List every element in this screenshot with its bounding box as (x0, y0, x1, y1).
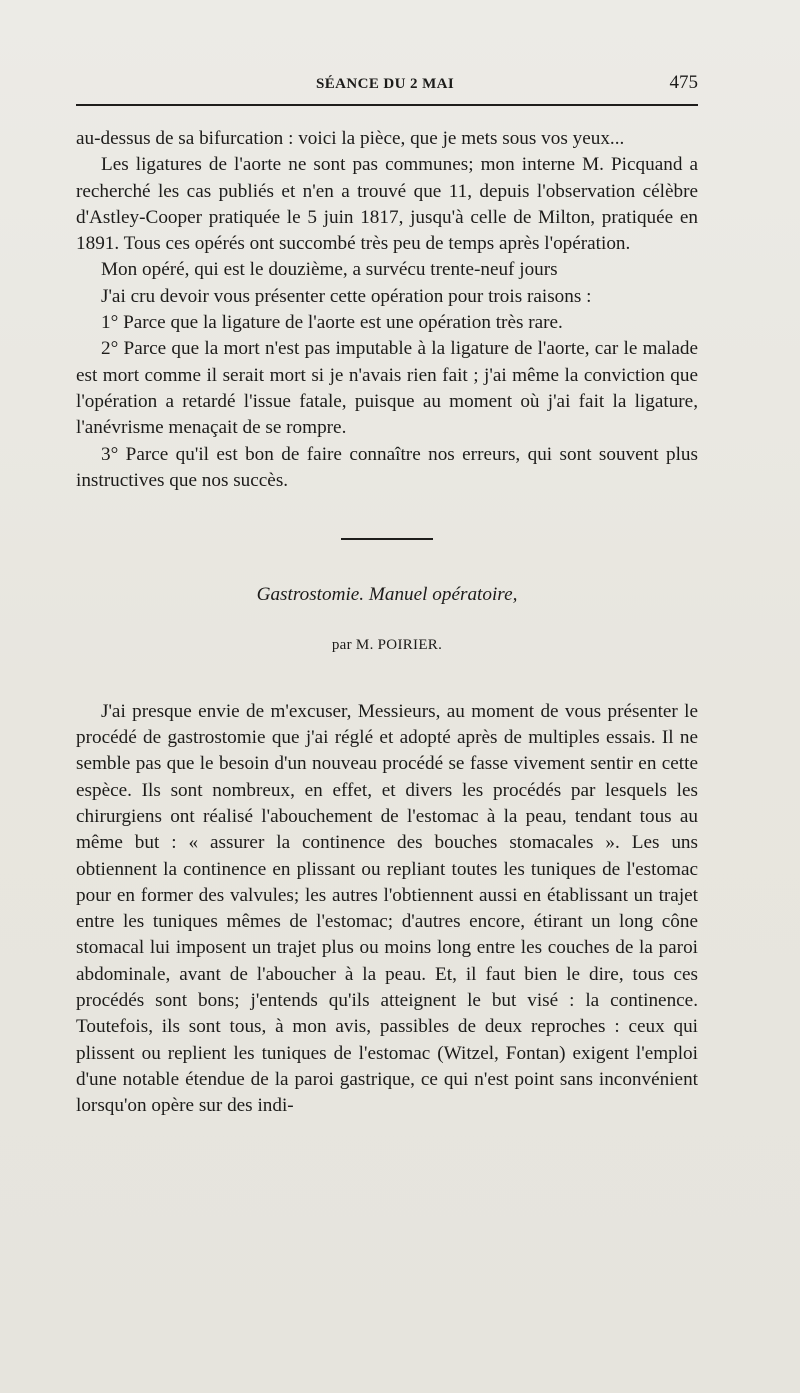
paragraph-three-reasons: J'ai cru devoir vous présenter cette opération pour trois raisons : (101, 285, 592, 307)
page-number: 475 (669, 72, 698, 93)
page-content (76, 126, 698, 1120)
paragraph-ligatures: Les ligatures de l'aorte ne sont pas communes; mon interne M. Picquand a recherché les cas publiés et n'en a trouvé que 11, depuis l'observation célèbre d'Astley-Cooper pratiquée le 5 juin 1817, jusqu'à celle de Milton, pratiquée en 1891. Tous ces opérés ont succombé très peu de temps après l'opération. (76, 154, 698, 255)
paragraph-survival: Mon opéré, qui est le douzième, a survécu trente-neuf jours (101, 259, 558, 281)
paragraph-continuation: au-dessus de sa bifurcation : voici la pièce, que je mets sous vos yeux... (76, 128, 625, 149)
page-header (76, 70, 698, 100)
paragraph-reason-1: 1° Parce que la ligature de l'aorte est une opération très rare. (101, 312, 563, 334)
article-paragraph: J'ai presque envie de m'excuser, Messieurs, au moment de vous présenter le procédé de gastrostomie que j'ai réglé et adopté après de multiples essais. Il ne semble pas que le besoin d'un nouveau procédé se fasse vivement sentir en cette espèce. Ils sont nombreux, en effet, et divers les procédés par lesquels les chirurgiens ont réalisé l'abouchement de l'estomac à la peau, tendant tous au même but : « assurer la continence des bouches stomacales ». Les uns obtiennent la continence en plissant ou repliant toutes les tuniques de l'estomac pour en former des valvules; les autres l'obtiennent aussi en établissant un trajet entre les tuniques mêmes de l'estomac; d'autres encore, étirant un long cône stomacal lui imposent un trajet plus ou moins long entre les couches de la paroi abdominale, avant de l'aboucher à la peau. Et, il faut bien le dire, tous ces procédés sont bons; j'entends qu'ils atteignent le but visé : la continence. Toutefois, ils sont tous, à mon avis, passibles de deux reproches : ceux qui plissent ou replient les tuniques de l'estomac (Witzel, Fontan) exigent l'emploi d'une notable étendue de la paroi gastrique, ce qui n'est point sans inconvénient lorsqu'on opère sur des indi- (76, 700, 698, 1117)
article-body (76, 699, 698, 1120)
article-title: Gastrostomie. Manuel opératoire, (256, 584, 518, 606)
running-head: SÉANCE DU 2 MAI (316, 76, 455, 92)
article-byline: par M. POIRIER. (331, 637, 443, 654)
paragraph-reason-3: 3° Parce qu'il est bon de faire connaître nos erreurs, qui sont souvent plus instructives que nos succès. (76, 443, 698, 491)
paragraph-reason-2: 2° Parce que la mort n'est pas imputable à la ligature de l'aorte, car le malade est mort comme il serait mort si je n'avais rien fait ; j'ai même la conviction que l'opération a retardé l'issue fatale, puisque au moment où j'ai fait la ligature, l'anévrisme menaçait de se rompre. (76, 338, 698, 439)
section-divider (341, 538, 433, 540)
header-rule (76, 104, 698, 106)
